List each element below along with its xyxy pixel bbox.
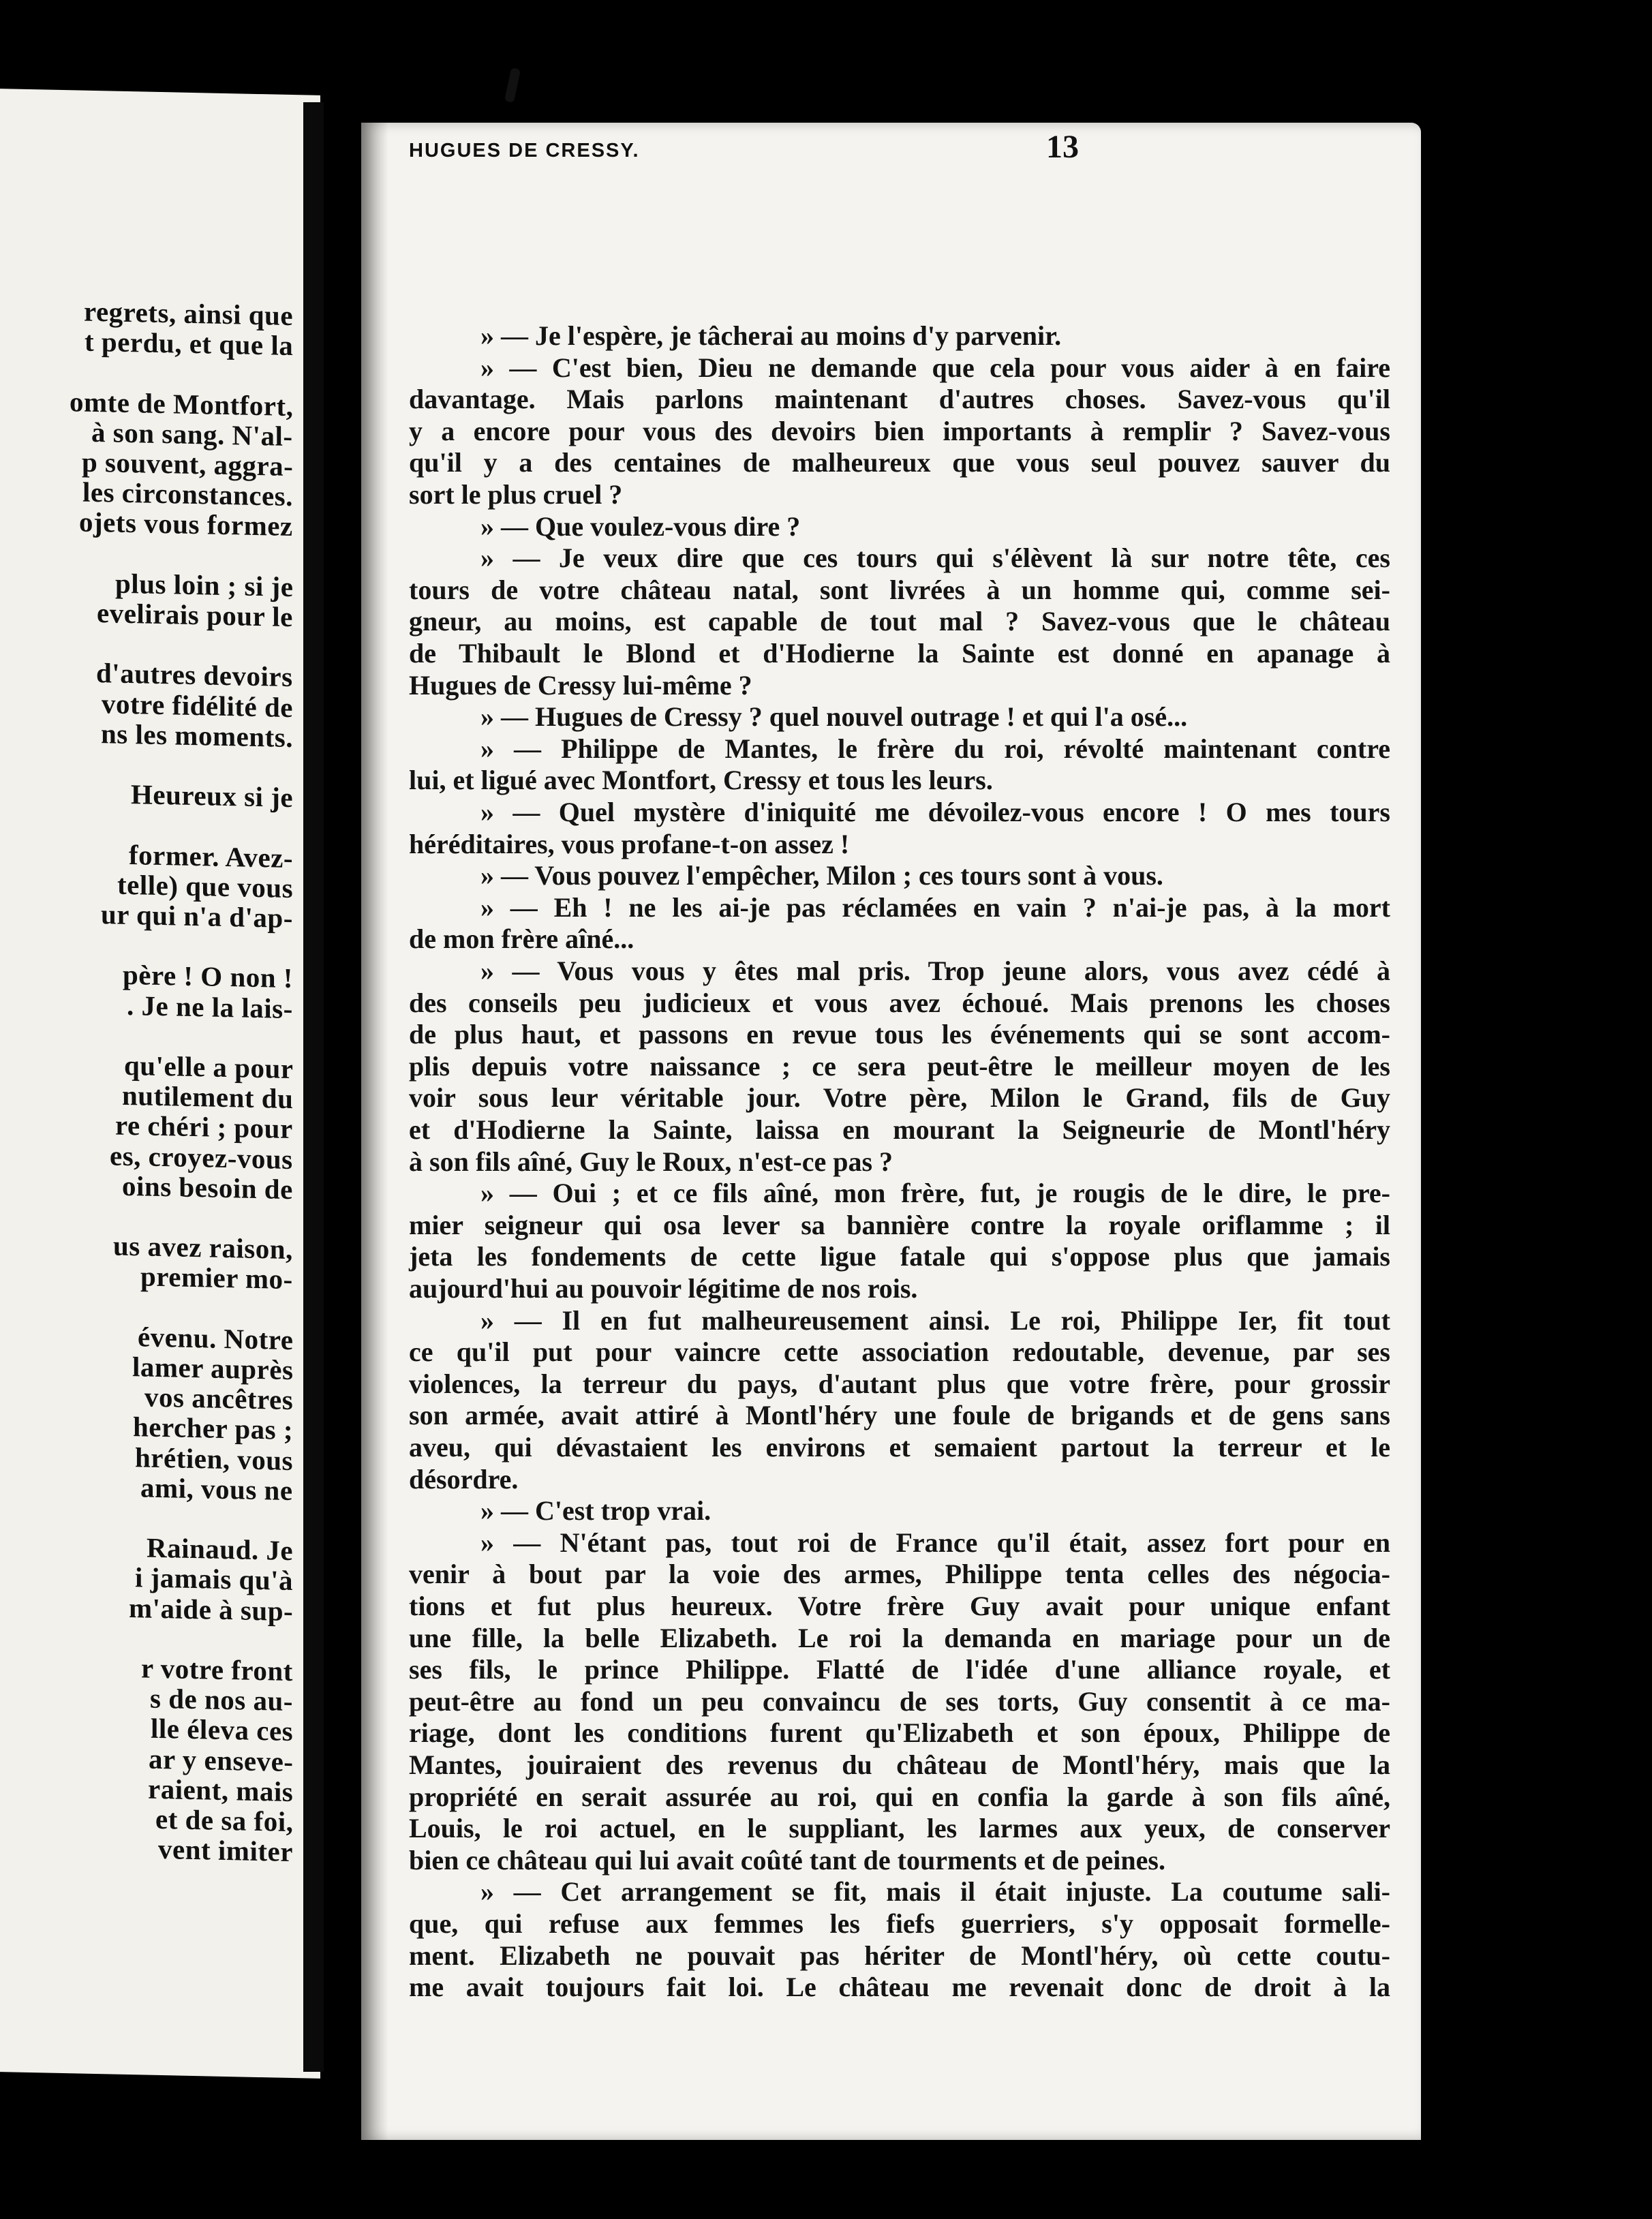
- text-line: voir sous leur véritable jour. Votre père, Milon le Grand, fils de Guy: [409, 1082, 1390, 1114]
- left-page-line: qu'elle a pour: [124, 1049, 294, 1085]
- text-line: Louis, le roi actuel, en le suppliant, les larmes aux yeux, de conserver: [409, 1813, 1390, 1844]
- text-line: » — Philippe de Mantes, le frère du roi, révolté maintenant contre: [480, 733, 1390, 764]
- page-number: 13: [1046, 129, 1079, 165]
- text-line: y a encore pour vous des devoirs bien importants à remplir ? Savez-vous: [409, 415, 1390, 446]
- right-page: [361, 123, 1421, 2140]
- text-line: peut-être au fond un peu convaincu de ses torts, Guy consentit à ce ma-: [409, 1685, 1390, 1717]
- left-page: [0, 89, 320, 2079]
- text-line: » — Il en fut malheureusement ainsi. Le roi, Philippe Ier, fit tout: [480, 1304, 1390, 1336]
- text-line: » — Hugues de Cressy ? quel nouvel outrage ! et qui l'a osé...: [480, 701, 1188, 733]
- text-line: ce qu'il put pour vaincre cette association redoutable, devenue, par ses: [409, 1336, 1390, 1368]
- left-page-line: ami, vous ne: [140, 1471, 293, 1506]
- left-page-line: Rainaud. Je: [147, 1531, 294, 1567]
- left-page-line: père ! O non !: [123, 959, 293, 994]
- left-page-line: . Je ne la lais-: [127, 989, 293, 1024]
- text-line: » — C'est trop vrai.: [480, 1495, 712, 1527]
- left-page-line: ns les moments.: [101, 717, 293, 753]
- left-page-line: premier mo-: [140, 1260, 293, 1296]
- left-page-line: ojets vous formez: [79, 506, 293, 542]
- left-page-line: vent imiter: [158, 1833, 293, 1868]
- text-line: des conseils peu judicieux et vous avez échoué. Mais prenons les choses: [409, 987, 1390, 1018]
- text-line: » — Vous vous y êtes mal pris. Trop jeune alors, vous avez cédé à: [480, 955, 1390, 986]
- left-page-line: omte de Montfort,: [70, 385, 294, 422]
- left-page-line: p souvent, aggra-: [82, 446, 294, 483]
- text-line: jeta les fondements de cette ligue fatale qui s'oppose plus que jamais: [409, 1241, 1390, 1272]
- text-line: bien ce château qui lui avait coûté tant de tourments et de peines.: [409, 1844, 1165, 1876]
- left-page-line: votre fidélité de: [102, 687, 293, 723]
- text-line: » — N'étant pas, tout roi de France qu'il était, assez fort pour en: [480, 1527, 1390, 1558]
- left-page-line: r votre front: [141, 1652, 293, 1687]
- left-page-line: telle) que vous: [117, 868, 294, 904]
- left-page-line: m'aide à sup-: [129, 1591, 294, 1627]
- text-line: » — Cet arrangement se fit, mais il était injuste. La coutume sali-: [480, 1876, 1390, 1908]
- text-line: Mantes, jouiraient des revenus du château de Montl'héry, mais que la: [409, 1749, 1390, 1780]
- text-line: davantage. Mais parlons maintenant d'autres choses. Savez-vous qu'il: [409, 384, 1390, 415]
- text-line: qu'il y a des centaines de malheureux que vous seul pouvez sauver du: [409, 447, 1390, 478]
- text-line: ment. Elizabeth ne pouvait pas hériter de Montl'héry, où cette coutu-: [409, 1940, 1390, 1971]
- text-line: Hugues de Cressy lui-même ?: [409, 669, 752, 701]
- left-page-line: raient, mais: [148, 1773, 294, 1807]
- left-page-line: plus loin ; si je: [115, 567, 294, 602]
- text-line: que, qui refuse aux femmes les fiefs guerriers, s'y opposait formelle-: [409, 1908, 1390, 1939]
- text-line: » — Quel mystère d'iniquité me dévoilez-vous encore ! O mes tours: [480, 797, 1390, 827]
- text-line: de plus haut, et passons en revue tous les événements qui se sont accom-: [409, 1019, 1390, 1050]
- left-page-line: former. Avez-: [129, 838, 293, 874]
- running-title: HUGUES DE CRESSY.: [409, 140, 640, 162]
- left-page-line: hrétien, vous: [135, 1441, 293, 1476]
- text-line: gneur, au moins, est capable de tout mal ? Savez-vous que le château: [409, 606, 1390, 637]
- text-line: aujourd'hui au pouvoir légitime de nos rois.: [409, 1273, 918, 1304]
- text-line: » — Oui ; et ce fils aîné, mon frère, fut, je rougis de le dire, le pre-: [480, 1178, 1390, 1209]
- left-page-line: vos ancêtres: [144, 1381, 294, 1416]
- text-line: ses fils, le prince Philippe. Flatté de l'idée d'une alliance royale, et: [409, 1654, 1390, 1685]
- text-line: lui, et ligué avec Montfort, Cressy et tous les leurs.: [409, 765, 993, 796]
- text-line: » — Je veux dire que ces tours qui s'élèvent là sur notre tête, ces: [480, 542, 1390, 574]
- left-page-line: hercher pas ;: [133, 1411, 294, 1446]
- text-line: riage, dont les conditions furent qu'Elizabeth et son époux, Philippe de: [409, 1717, 1390, 1749]
- left-page-line: évenu. Notre: [138, 1321, 294, 1356]
- left-page-line: lle éleva ces: [151, 1713, 294, 1747]
- left-page-line: regrets, ainsi que: [84, 295, 294, 332]
- left-page-line: evelirais pour le: [97, 597, 293, 633]
- text-line: aveu, qui dévastaient les environs et semaient partout la terreur et le: [409, 1432, 1390, 1463]
- text-line: venir à bout par la voie des armes, Philippe tenta celles des négocia-: [409, 1559, 1390, 1590]
- left-page-line: et de sa foi,: [155, 1803, 294, 1838]
- left-page-line: ur qui n'a d'ap-: [101, 898, 293, 934]
- left-page-line: us avez raison,: [113, 1229, 293, 1266]
- text-line: tions et fut plus heureux. Votre frère Guy avait pour unique enfant: [409, 1591, 1390, 1621]
- left-page-line: les circonstances.: [82, 476, 293, 512]
- text-line: désordre.: [409, 1463, 519, 1495]
- text-line: propriété en serait assurée au roi, qui en confia la garde à son fils aîné,: [409, 1781, 1390, 1812]
- text-line: » — Que voulez-vous dire ?: [480, 510, 801, 542]
- left-page-line: oins besoin de: [122, 1169, 293, 1205]
- left-page-line: à son sang. N'al-: [91, 416, 293, 452]
- text-line: me avait toujours fait loi. Le château me revenait donc de droit à la: [409, 1972, 1390, 2003]
- text-line: et d'Hodierne la Sainte, laissa en mourant la Seigneurie de Montl'héry: [409, 1114, 1390, 1145]
- text-line: plis depuis votre naissance ; ce sera peut-être le meilleur moyen de les: [409, 1050, 1390, 1082]
- text-line: » — Vous pouvez l'empêcher, Milon ; ces tours sont à vous.: [480, 860, 1163, 891]
- ink-mark: [504, 67, 521, 103]
- text-line: héréditaires, vous profane-t-on assez !: [409, 828, 850, 859]
- text-line: son armée, avait attiré à Montl'héry une foule de brigands et de gens sans: [409, 1400, 1390, 1431]
- text-line: » — C'est bien, Dieu ne demande que cela pour vous aider à en faire: [480, 352, 1390, 383]
- left-page-line: ar y enseve-: [149, 1743, 294, 1777]
- body-text: [361, 123, 1421, 2140]
- text-line: sort le plus cruel ?: [409, 479, 623, 510]
- text-line: mier seigneur qui osa lever sa bannière contre la royale oriflamme ; il: [409, 1209, 1390, 1240]
- text-line: de Thibault le Blond et d'Hodierne la Sainte est donné en apanage à: [409, 638, 1390, 669]
- left-page-line: lamer auprès: [132, 1351, 294, 1386]
- text-line: à son fils aîné, Guy le Roux, n'est-ce pas ?: [409, 1146, 893, 1177]
- text-line: tours de votre château natal, sont livrées à un homme qui, comme sei-: [409, 574, 1390, 605]
- text-line: une fille, la belle Elizabeth. Le roi la demanda en mariage pour un de: [409, 1622, 1390, 1653]
- left-page-line: re chéri ; pour: [115, 1110, 293, 1145]
- left-page-line: Heureux si je: [131, 778, 294, 814]
- left-page-line: s de nos au-: [150, 1682, 293, 1717]
- text-line: violences, la terreur du pays, d'autant plus que votre frère, pour grossir: [409, 1368, 1390, 1399]
- text-line: » — Je l'espère, je tâcherai au moins d'y parvenir.: [480, 320, 1062, 351]
- text-line: » — Eh ! ne les ai-je pas réclamées en vain ? n'ai-je pas, à la mort: [480, 891, 1390, 923]
- left-page-line: nutilement du: [122, 1080, 294, 1115]
- left-page-line: es, croyez-vous: [110, 1139, 293, 1175]
- book-spine: [303, 102, 324, 2072]
- left-page-line: t perdu, et que la: [85, 325, 294, 362]
- left-page-line: d'autres devoirs: [96, 657, 293, 693]
- text-line: de mon frère aîné...: [409, 923, 634, 955]
- left-page-line: i jamais qu'à: [135, 1561, 294, 1597]
